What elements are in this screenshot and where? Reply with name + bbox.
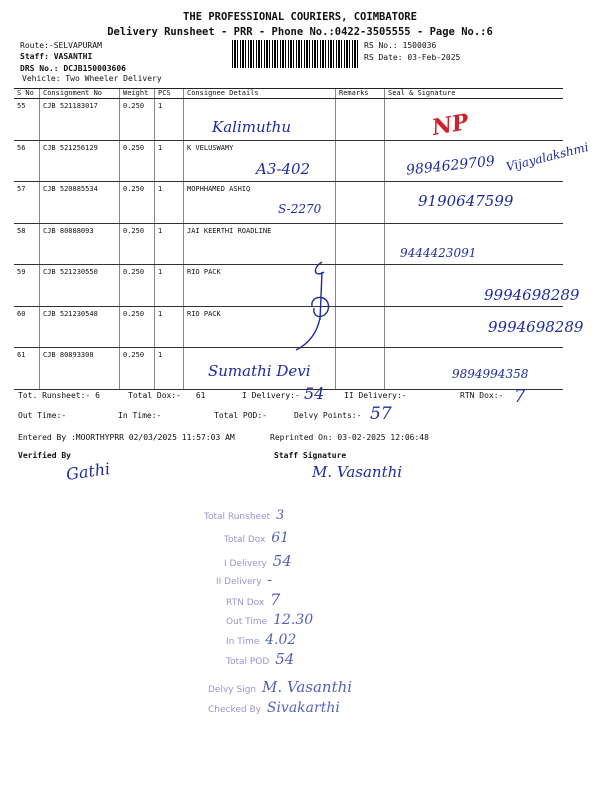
stamp-label: In Time [226, 637, 260, 647]
cell-remarks [336, 99, 385, 141]
drs-label: DRS No.: [20, 64, 59, 73]
route-label: Route:- [20, 41, 54, 50]
cell-consignee: RIO PACK [184, 265, 336, 307]
reprinted-on: Reprinted On: 03-02-2025 12:06:48 [270, 433, 429, 442]
in-time-label: In Time:- [118, 411, 162, 420]
cell-consignee: MOPHHAMED ASHIQ [184, 182, 336, 224]
cell-sno: 59 [14, 265, 40, 307]
stamp-value: - [267, 572, 273, 588]
stamp-value: 7 [270, 590, 281, 609]
total-dox-value: 61 [195, 391, 206, 400]
rs-no-label: RS No.: [364, 41, 398, 50]
col-consignee: Consignee Details [184, 89, 336, 99]
rs-no-value: 1500036 [402, 41, 437, 50]
stamp-value: 54 [272, 552, 292, 570]
cell-consignment: CJB 80893308 [40, 348, 120, 390]
cell-consignment: CJB 520885534 [40, 182, 120, 224]
col-sno: S No [14, 89, 40, 99]
col-seal: Seal & Signature [385, 89, 564, 99]
stamp-line [204, 508, 284, 523]
handwritten-row61-phone: 9894994358 [452, 367, 529, 381]
company-title: THE PROFESSIONAL COURIERS, COIMBATORE [183, 11, 417, 23]
drs-line [20, 64, 126, 73]
rs-no-line [364, 41, 436, 50]
total-dox-label: Total Dox:- [128, 391, 181, 400]
cell-consignment: CJB 80888093 [40, 223, 120, 265]
stamp-label: RTN Dox [226, 598, 265, 608]
cell-weight: 0.250 [120, 265, 155, 307]
cell-sno: 55 [14, 99, 40, 141]
vehicle-label: Vehicle: [22, 74, 61, 83]
handwritten-rtn-dox: 7 [514, 386, 526, 407]
handwritten-row57-note: S-2270 [278, 202, 322, 216]
handwritten-staff-signature: M. Vasanthi [312, 463, 403, 481]
delvy-points-label: Delvy Points:- [294, 411, 362, 420]
cell-weight: 0.250 [120, 99, 155, 141]
handwritten-row61-name: Sumathi Devi [208, 362, 311, 380]
stamp-value: Sivakarthi [266, 700, 340, 716]
cell-pcs: 1 [155, 265, 184, 307]
cell-consignee: RIO PACK [184, 306, 336, 348]
rs-date-label: RS Date: [364, 53, 403, 62]
handwritten-row59-phone: 9994698289 [484, 286, 580, 304]
cell-consignment: CJB 521230550 [40, 265, 120, 307]
cell-consignment: CJB 521183017 [40, 99, 120, 141]
cell-remarks [336, 140, 385, 182]
cell-pcs: 1 [155, 306, 184, 348]
stamp-line [226, 612, 313, 628]
cell-consignment: CJB 521256129 [40, 140, 120, 182]
out-time-label: Out Time:- [18, 411, 67, 420]
handwritten-row55-np: NP [430, 109, 471, 141]
stamp-line [216, 572, 272, 588]
tot-runsheet [18, 391, 100, 400]
handwritten-row55-name: Kalimuthu [212, 118, 291, 136]
rs-date-line [364, 53, 460, 62]
stamp-label: II Delivery [216, 577, 262, 587]
cell-sno: 57 [14, 182, 40, 224]
ii-delivery-label: II Delivery:- [344, 391, 407, 400]
total-pod-label: Total POD:- [214, 411, 267, 420]
stamp-label: I Delivery [224, 559, 267, 569]
stamp-line [208, 678, 352, 696]
handwritten-row56-phone: 9894629709 [405, 153, 496, 179]
handwritten-row56-note: A3-402 [256, 160, 311, 178]
i-delivery-label: I Delivery:- [242, 391, 300, 400]
stamp-line [224, 530, 289, 546]
stamp-value: 12.30 [273, 612, 314, 628]
table-row [14, 306, 563, 348]
handwritten-i-delivery: 54 [304, 384, 325, 403]
cell-pcs: 1 [155, 140, 184, 182]
verified-by-label: Verified By [18, 451, 71, 460]
handwritten-verified-signature: Gathi [64, 459, 112, 484]
cell-sno: 61 [14, 348, 40, 390]
tot-runsheet-label: Tot. Runsheet:- [18, 391, 91, 400]
cell-weight: 0.250 [120, 182, 155, 224]
cell-pcs: 1 [155, 182, 184, 224]
stamp-line [224, 552, 292, 570]
handwritten-row56-name: Vijayalakshmi [504, 139, 590, 175]
cell-consignee: JAI KEERTHI ROADLINE [184, 223, 336, 265]
col-weight: Weight [120, 89, 155, 99]
stamp-label: Out Time [226, 617, 268, 627]
cell-seal [385, 99, 564, 141]
stamp-value: M. Vasanthi [262, 678, 353, 696]
cell-pcs: 1 [155, 99, 184, 141]
route-value: SELVAPURAM [53, 41, 102, 50]
entered-by: Entered By :MOORTHYPRR 02/03/2025 11:57:03 AM [18, 433, 235, 442]
col-remarks: Remarks [336, 89, 385, 99]
staff-line [20, 52, 92, 61]
cell-weight: 0.250 [120, 223, 155, 265]
stamp-line [226, 590, 280, 609]
handwritten-row60-phone: 9994698289 [488, 318, 584, 336]
table-row [14, 265, 563, 307]
cell-weight: 0.250 [120, 306, 155, 348]
stamp-label: Total Dox [224, 535, 266, 545]
runsheet-subtitle: Delivery Runsheet - PRR - Phone No.:0422-3505555 - Page No.:6 [107, 26, 493, 38]
cell-consignee: K VELUSWAMY [184, 140, 336, 182]
cell-remarks [336, 182, 385, 224]
stamp-line [226, 632, 296, 648]
staff-value: VASANTHI [53, 52, 93, 61]
cell-consignment: CJB 521230548 [40, 306, 120, 348]
col-consignment: Consignment No [40, 89, 120, 99]
stamp-value: 61 [271, 530, 290, 546]
total-dox [128, 391, 205, 400]
cell-pcs: 1 [155, 223, 184, 265]
route-line [20, 41, 102, 50]
stamp-value: 4.02 [265, 632, 297, 648]
stamp-label: Total POD [226, 657, 270, 667]
runsheet-barcode [232, 40, 358, 68]
cell-weight: 0.250 [120, 140, 155, 182]
cell-pcs: 1 [155, 348, 184, 390]
stamp-value: 3 [276, 508, 285, 523]
rio-pack-signature-scribble [290, 258, 350, 358]
cell-weight: 0.250 [120, 348, 155, 390]
handwritten-delvy-points: 57 [370, 404, 392, 424]
handwritten-row58-phone: 9444423091 [400, 246, 477, 260]
col-pcs: PCS [155, 89, 184, 99]
cell-sno: 60 [14, 306, 40, 348]
cell-sno: 56 [14, 140, 40, 182]
tot-runsheet-value: 6 [95, 391, 100, 400]
vehicle-value: Two Wheeler Delivery [65, 74, 162, 83]
handwritten-row57-phone: 9190647599 [418, 192, 514, 210]
staff-label: Staff: [20, 52, 49, 61]
table-row [14, 223, 563, 265]
stamp-label: Delvy Sign [208, 685, 257, 695]
rtn-dox-label: RTN Dox:- [460, 391, 504, 400]
stamp-value: 54 [275, 650, 295, 668]
cell-sno: 58 [14, 223, 40, 265]
stamp-line [226, 650, 294, 668]
stamp-label: Total Runsheet [204, 512, 271, 522]
staff-signature-label: Staff Signature [274, 451, 347, 460]
vehicle-line [22, 74, 162, 83]
table-header-row [14, 89, 563, 99]
stamp-line [208, 700, 340, 716]
drs-value: DCJB150003606 [63, 64, 126, 73]
stamp-label: Checked By [208, 705, 261, 715]
rs-date-value: 03-Feb-2025 [407, 53, 461, 62]
